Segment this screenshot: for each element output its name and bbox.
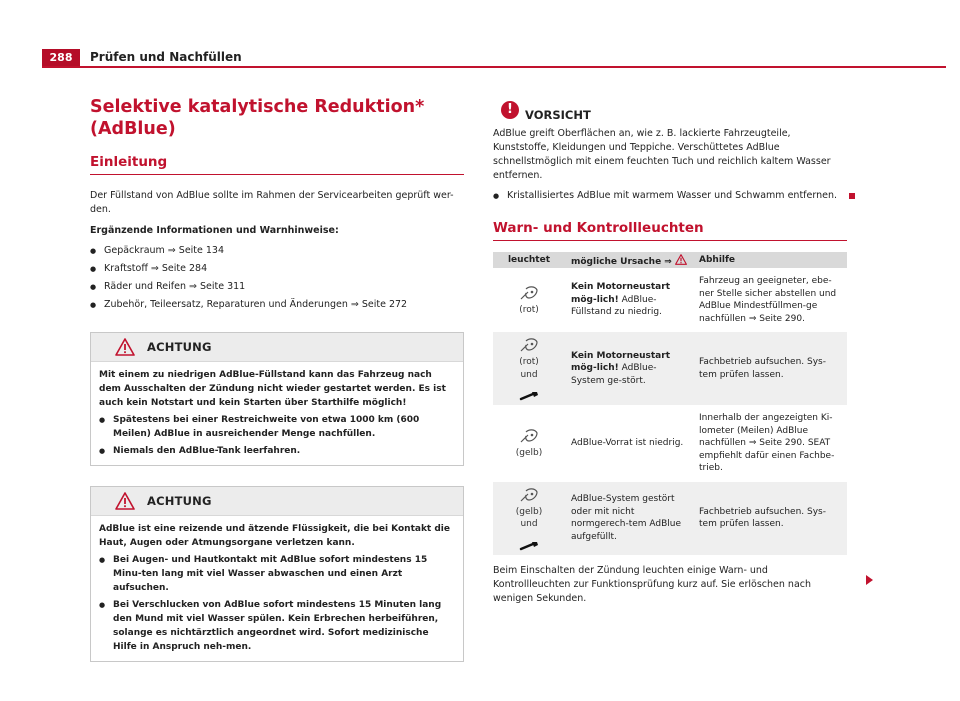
caution-label: VORSICHT	[525, 108, 591, 122]
column-header: Abhilfe	[693, 252, 847, 270]
caution-header	[493, 96, 847, 124]
fix-cell: Fachbetrieb aufsuchen. Sys-tem prüfen lassen.	[693, 480, 847, 555]
cause-bold: Kein Motorneustart mög-lich!	[571, 282, 670, 305]
cause-cell	[565, 270, 693, 331]
intro-subheading: Einleitung	[90, 154, 464, 175]
warning-box-1-body	[91, 362, 463, 465]
warning-box-2	[90, 486, 464, 662]
table-row	[493, 407, 847, 481]
cause-cell	[565, 331, 693, 407]
warning-triangle-icon	[115, 492, 135, 510]
lamp-cell	[493, 270, 565, 331]
lamp-color: (gelb)	[515, 448, 543, 458]
adblue-lamp-icon	[519, 336, 539, 354]
warning-label: ACHTUNG	[147, 340, 212, 354]
warning-triangle-icon	[675, 254, 687, 265]
left-column	[90, 96, 464, 662]
end-marker	[849, 193, 855, 199]
fix-cell: Fahrzeug an geeigneter, ebe-ner Stelle sicher abstellen und AdBlue Mindestfüllmen-ge nachfüllen ⇒ Seite 290.	[693, 270, 847, 331]
cause-text: AdBlue-Füllstand zu niedrig.	[571, 294, 662, 318]
info-list	[90, 242, 464, 314]
warning-box-1	[90, 332, 464, 466]
page-heading: Selektive katalytische Reduktion* (AdBlue)	[90, 97, 425, 139]
warning-box-1-header	[91, 333, 463, 362]
header-rule	[42, 66, 946, 68]
lamp-cell	[493, 407, 565, 481]
caution-bullet	[493, 189, 847, 203]
lamp-and: und	[520, 519, 538, 529]
table-header-row	[493, 252, 847, 270]
caution-bullet-text: Kristallisiertes AdBlue mit warmem Wasser und Schwamm entfernen.	[507, 190, 837, 201]
warning-lamps-table	[493, 252, 847, 555]
info-title: Ergänzende Informationen und Warnhinweise:	[90, 225, 339, 236]
cause-text: AdBlue-System gestört oder mit nicht normgerech-tem AdBlue aufgefüllt.	[571, 494, 682, 542]
warning-text: AdBlue ist eine reizende und ätzende Flüssigkeit, die bei Kontakt die Haut, Augen oder Atmungsorgane verletzen kann.	[99, 524, 450, 548]
table-row	[493, 480, 847, 555]
adblue-lamp-icon	[519, 427, 539, 445]
info-item-luggage[interactable]: ● Gepäckraum ⇒ Seite 134	[90, 242, 464, 260]
lamp-cell	[493, 480, 565, 555]
warning-bullet: ● Bei Augen- und Hautkontakt mit AdBlue sofort mindestens 15 Minu-ten lang mit viel Wasser abwaschen und einen Arzt aufsuchen.	[99, 553, 455, 595]
warning-bullet: ● Bei Verschlucken von AdBlue sofort mindestens 15 Minuten lang den Mund mit viel Wasser spülen. Kein Erbrechen herbeiführen, solange es nichtärztlich angeordnet wird. Sofort medizinische Hilfe in Anspruch neh-men.	[99, 598, 455, 654]
table-row	[493, 331, 847, 407]
page-number: 288	[42, 49, 80, 66]
column-header-text: mögliche Ursache ⇒	[571, 256, 672, 267]
lamp-color: (gelb)	[515, 506, 543, 517]
fix-cell: Innerhalb der angezeigten Ki-lometer (Meilen) AdBlue nachfüllen ⇒ Seite 290. SEAT empfiehlt dafür einen Fachbe-trieb.	[693, 407, 847, 481]
table-row	[493, 270, 847, 331]
lamp-and: und	[520, 369, 538, 380]
footer-text: Beim Einschalten der Zündung leuchten einige Warn- und Kontrollleuchten zur Funktionsprüfung kurz auf. Sie erlöschen nach wenigen Sekunden.	[493, 565, 812, 604]
lamp-color: (rot)	[519, 357, 539, 367]
lamp-color: (rot)	[519, 304, 539, 315]
cause-cell	[565, 480, 693, 555]
lamps-subheading: Warn- und Kontrollleuchten	[493, 220, 847, 241]
adblue-lamp-icon	[519, 486, 539, 504]
cause-bold: Kein Motorneustart mög-lich!	[571, 350, 670, 374]
info-item-wheels[interactable]: ● Räder und Reifen ⇒ Seite 311	[90, 278, 464, 296]
cause-text: AdBlue-Vorrat ist niedrig.	[571, 438, 684, 448]
wrench-icon	[519, 541, 539, 551]
caution-circle-icon: !	[501, 101, 519, 119]
continue-arrow-icon	[866, 575, 873, 585]
info-item-fuel[interactable]: ● Kraftstoff ⇒ Seite 284	[90, 260, 464, 278]
warning-label: ACHTUNG	[147, 494, 212, 508]
warning-bullet: ● Niemals den AdBlue-Tank leerfahren.	[99, 444, 455, 458]
section-title: Prüfen und Nachfüllen	[90, 50, 242, 64]
cause-cell	[565, 407, 693, 481]
column-header: leuchtet	[493, 252, 565, 270]
warning-bullet: ● Spätestens bei einer Restreichweite von etwa 1000 km (600 Meilen) AdBlue in ausreichender Menge nachfüllen.	[99, 413, 455, 441]
cause-text: AdBlue-System ge-stört.	[571, 363, 657, 386]
warning-triangle-icon	[115, 338, 135, 356]
adblue-lamp-icon	[519, 284, 539, 302]
column-header	[565, 252, 693, 270]
warning-box-2-body	[91, 516, 463, 661]
warning-box-2-header	[91, 487, 463, 516]
wrench-icon	[519, 391, 539, 401]
intro-text: Der Füllstand von AdBlue sollte im Rahmen der Servicearbeiten geprüft wer-den.	[90, 190, 454, 215]
fix-cell: Fachbetrieb aufsuchen. Sys-tem prüfen lassen.	[693, 331, 847, 407]
caution-text: AdBlue greift Oberflächen an, wie z. B. lackierte Fahrzeugteile, Kunststoffe, Kleidungen und Teppiche. Verschüttetes AdBlue schnellstmöglich mit einem feuchten Tuch und reichlich kaltem Wasser entfernen.	[493, 128, 831, 181]
info-item-accessories[interactable]: ● Zubehör, Teileersatz, Reparaturen und Änderungen ⇒ Seite 272	[90, 296, 464, 314]
lamp-cell	[493, 331, 565, 407]
warning-text: Mit einem zu niedrigen AdBlue-Füllstand kann das Fahrzeug nach dem Ausschalten der Zündung nicht wieder gestartet werden. Es ist auch kein Notstart und kein Starten über Starthilfe möglich!	[99, 370, 446, 408]
right-column	[493, 96, 847, 604]
